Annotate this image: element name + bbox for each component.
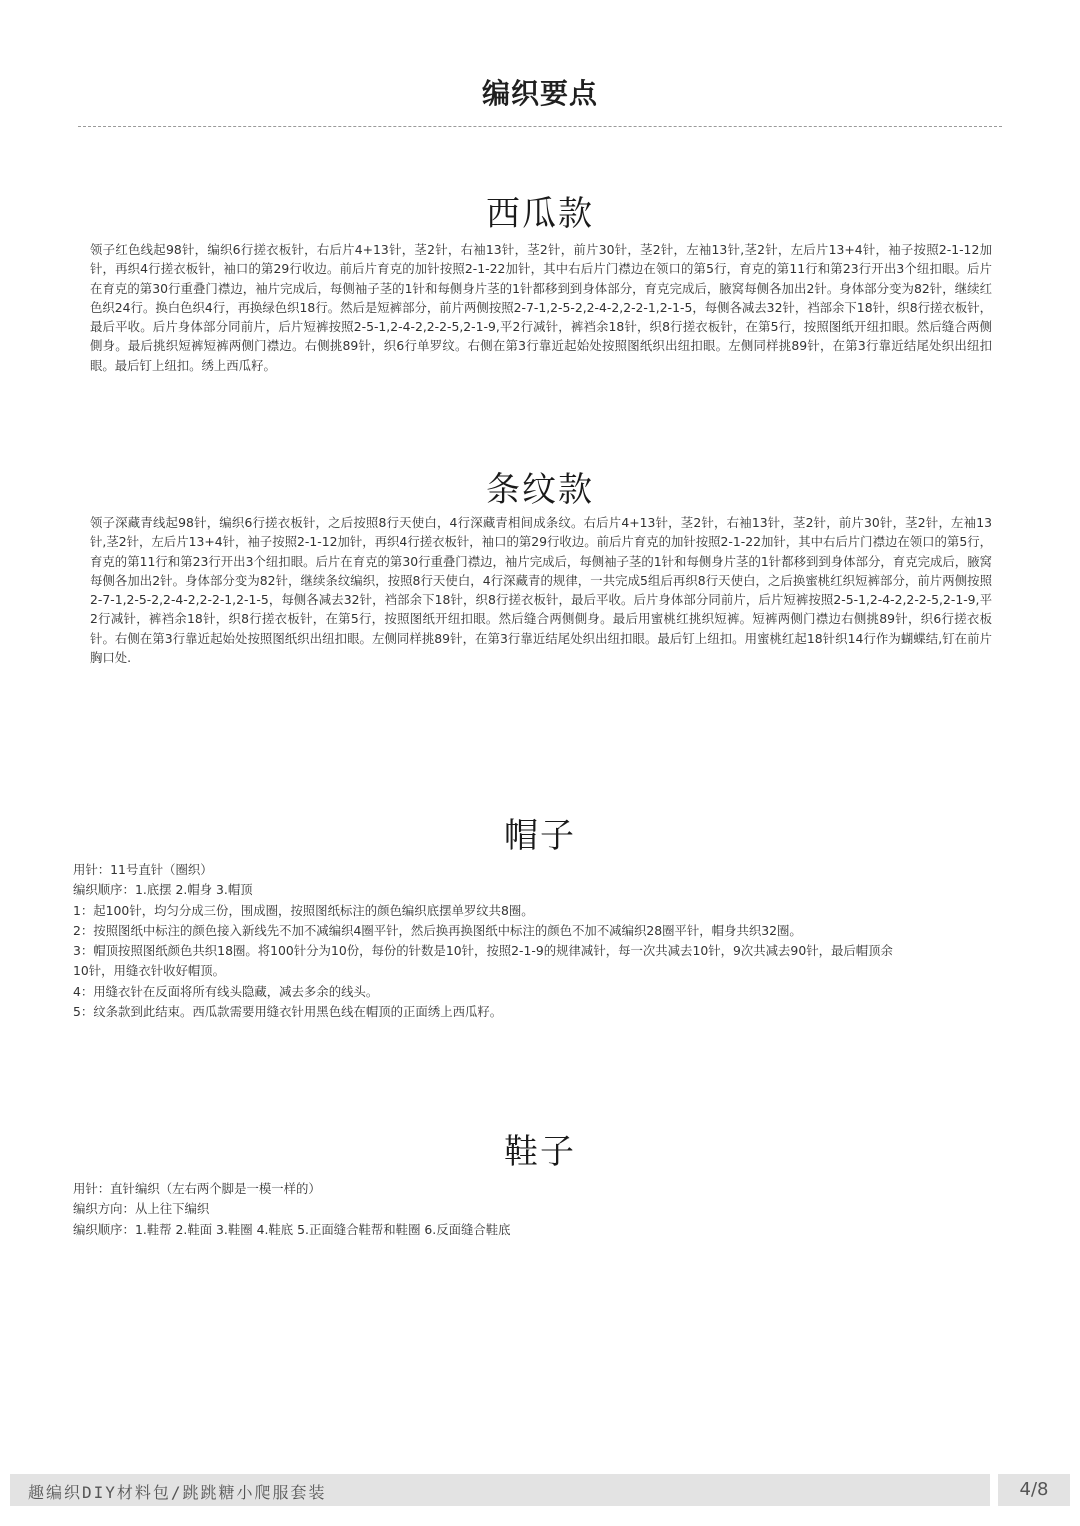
footer-title: 趣编织DIY材料包/跳跳糖小爬服套装 [28,1483,327,1502]
page-number: 4/8 [998,1474,1070,1506]
page-title: 编织要点 [481,77,598,110]
text-line: 10针，用缝衣针收好帽顶。 [73,963,226,979]
section-title-hat: 帽子 [504,816,576,856]
text-line: 4：用缝衣针在反面将所有线头隐藏，减去多余的线头。 [73,983,379,999]
text-line: 5：纹条款到此结束。西瓜款需要用缝衣针用黑色线在帽顶的正面绣上西瓜籽。 [73,1004,503,1020]
section-title-shoes: 鞋子 [504,1132,576,1172]
text-line: 3：帽顶按照图纸颜色共织18圈。将100针分为10份，每份的针数是10针，按照2-1-9的规律减针，每一次共减去10针，9次共减去90针，最后帽顶余 [73,943,893,959]
text-line: 编织顺序：1.底摆 2.帽身 3.帽顶 [73,882,253,898]
section-title-striped: 条纹款 [486,470,594,510]
section-body-shoes [73,1179,511,1240]
text-line: 1：起100针，均匀分成三份，围成圈，按照图纸标注的颜色编织底摆单罗纹共8圈。 [73,902,534,918]
dashed-divider [78,126,1002,127]
section-body-hat [73,860,893,1022]
text-line: 用针：11号直针（圈织） [73,862,213,877]
text-line: 编织方向：从上往下编织 [73,1201,210,1217]
text-line: 编织顺序：1.鞋帮 2.鞋面 3.鞋圈 4.鞋底 5.正面缝合鞋帮和鞋圈 6.反面缝合鞋底 [73,1221,511,1237]
footer-bar [10,1474,990,1506]
section-body-striped: 领子深藏青线起98针，编织6行搓衣板针，之后按照8行天使白，4行深藏青相间成条纹。右后片4+13针，茎2针，右袖13针，茎2针，前片30针，茎2针，左袖13针,茎2针，左后片13+4针，袖子按照2-1-12加针，再织4行搓衣板针，袖口的第29行收边。前后片育克的加针按照2-1-22加针，其中右后片门襟边在领口的第5行，育克的第11行和第23行开出3个纽扣眼。后片在育克的第30行重叠门襟边，袖片完成后，每侧袖子茎的1针和每侧身片茎的1针都移到到身体部分，育克完成后，腋窝每侧各加出2针。身体部分变为82针，继续条纹编织，按照8行天使白，4行深藏青的规律，一共完成5组后再织8行天使白，之后换蜜桃红织短裤部分，前片两侧按照2-7-1,2-5-2,2-4-2,2-2-1,2-1-5，每侧各减去32针，裆部余下18针，织8行搓衣板针，最后平收。后片身体部分同前片，后片短裤按照2-5-1,2-4-2,2-2-5,2-1-9,平2行减针，裤裆余18针，织8行搓衣板针，在第5行，按照图纸开纽扣眼。然后缝合两侧側身。最后用蜜桃红挑织短裤。短裤两侧门襟边右侧挑89针，织6行搓衣板针。右侧在第3行靠近起始处按照图纸织出纽扣眼。左侧同样挑89针，在第3行靠近结尾处织出纽扣眼。最后钉上纽扣。用蜜桃红起18针织14行作为蝴蝶结,钉在前片胸口处. [90,515,992,666]
section-body-watermelon: 领子红色线起98针，编织6行搓衣板针，右后片4+13针，茎2针，右袖13针，茎2针，前片30针，茎2针，左袖13针,茎2针，左后片13+4针，袖子按照2-1-12加针，再织4行搓衣板针，袖口的第29行收边。前后片育克的加针按照2-1-22加针，其中右后片门襟边在领口的第5行，育克的第11行和第23行开出3个纽扣眼。后片在育克的第30行重叠门襟边，袖片完成后，每侧袖子茎的1针和每侧身片茎的1针都移到到身体部分，育克完成后，腋窝每侧各加出2针。身体部分变为82针，继续红色织24行。换白色织4行，再换绿色织18行。然后是短裤部分，前片两侧按照2-7-1,2-5-2,2-4-2,2-2-1,2-1-5，每侧各减去32针，裆部余下18针，织8行搓衣板针，最后平收。后片身体部分同前片，后片短裤按照2-5-1,2-4-2,2-2-5,2-1-9,平2行减针，裤裆余18针，织8行搓衣板针，在第5行，按照图纸开纽扣眼。然后缝合两侧側身。最后挑织短裤短裤两侧门襟边。右侧挑89针，织6行单罗纹。右侧在第3行靠近起始处按照图纸织出纽扣眼。左侧同样挑89针，在第3行靠近结尾处织出纽扣眼。最后钉上纽扣。绣上西瓜籽。 [90,242,992,373]
text-line: 2：按照图纸中标注的颜色接入新线先不加不减编织4圈平针，然后换再换图纸中标注的颜色不加不减编织28圈平针，帽身共织32圈。 [73,922,802,938]
text-line: 用针：直针编织（左右两个脚是一模一样的） [73,1181,321,1196]
section-title-watermelon: 西瓜款 [486,194,594,234]
